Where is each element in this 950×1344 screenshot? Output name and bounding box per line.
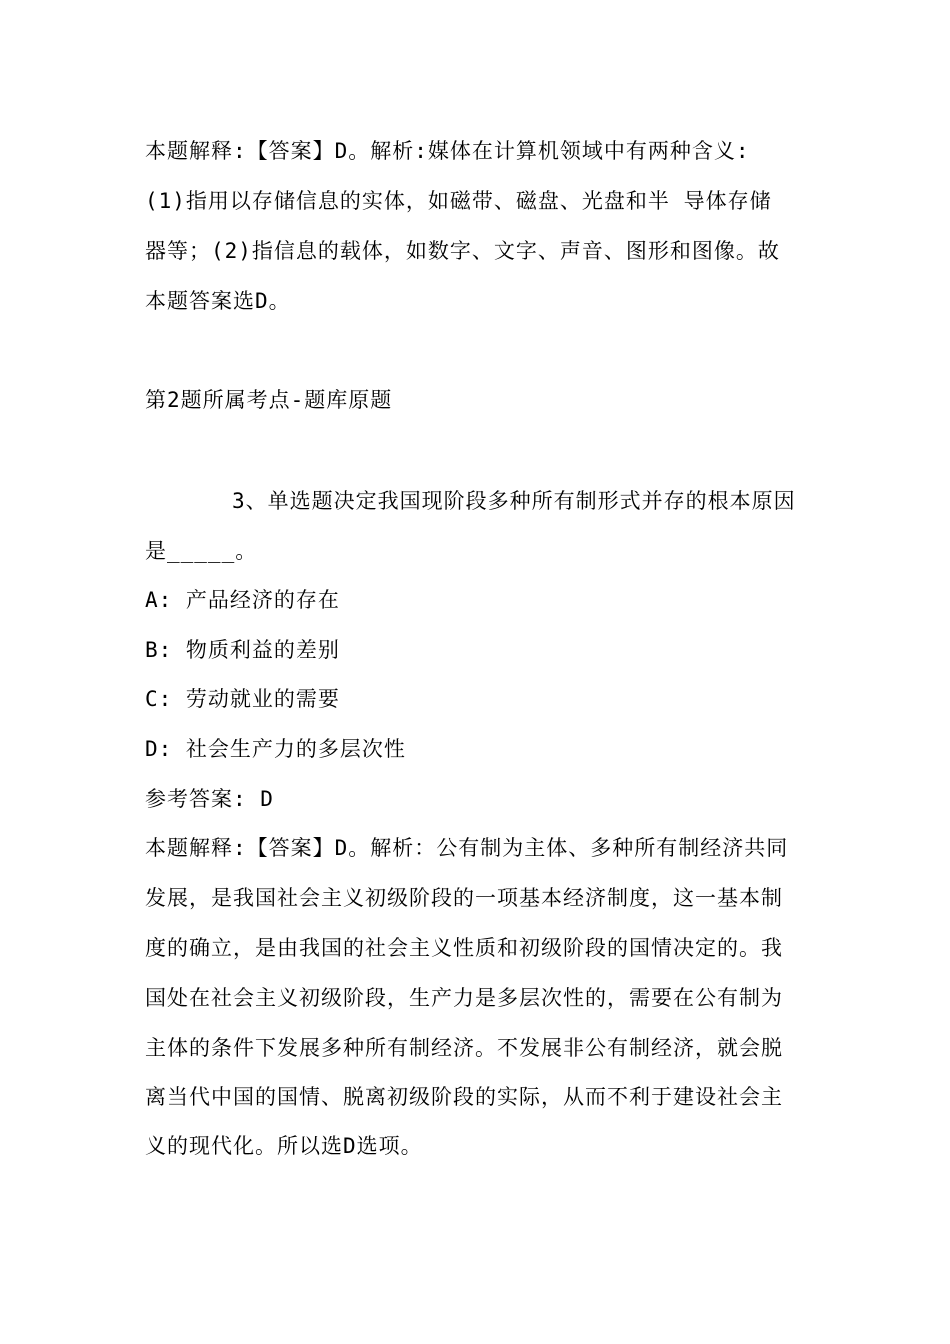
question-3-stem-line-1: 3、单选题决定我国现阶段多种所有制形式并存的根本原因 <box>232 489 796 513</box>
explanation-line-6: 离当代中国的国情、脱离初级阶段的实际，从而不利于建设社会主 <box>145 1085 783 1109</box>
question-3-stem-line-2: 是_____。 <box>145 539 258 563</box>
prev-explanation-line-4: 本题答案选D。 <box>145 289 291 313</box>
prev-explanation-line-2: (1)指用以存储信息的实体，如磁带、磁盘、光盘和半 导体存储 <box>145 189 772 213</box>
option-d: D: 社会生产力的多层次性 <box>145 737 406 761</box>
explanation-line-4: 国处在社会主义初级阶段，生产力是多层次性的，需要在公有制为 <box>145 986 783 1010</box>
option-b: B: 物质利益的差别 <box>145 638 340 662</box>
reference-answer: 参考答案: D <box>145 787 274 811</box>
question-2-category: 第2题所属考点-题库原题 <box>145 388 393 412</box>
prev-explanation-line-3: 器等；(2)指信息的载体，如数字、文字、声音、图形和图像。故 <box>145 239 780 263</box>
explanation-line-7: 义的现代化。所以选D选项。 <box>145 1134 423 1158</box>
option-a: A: 产品经济的存在 <box>145 588 340 612</box>
explanation-line-1: 本题解释:【答案】D。解析：公有制为主体、多种所有制经济共同 <box>145 836 789 860</box>
option-c: C: 劳动就业的需要 <box>145 687 340 711</box>
explanation-line-3: 度的确立，是由我国的社会主义性质和初级阶段的国情决定的。我 <box>145 936 783 960</box>
prev-explanation-line-1: 本题解释:【答案】D。解析:媒体在计算机领域中有两种含义: <box>145 139 750 163</box>
explanation-line-5: 主体的条件下发展多种所有制经济。不发展非公有制经济，就会脱 <box>145 1036 783 1060</box>
explanation-line-2: 发展，是我国社会主义初级阶段的一项基本经济制度，这一基本制 <box>145 886 783 910</box>
